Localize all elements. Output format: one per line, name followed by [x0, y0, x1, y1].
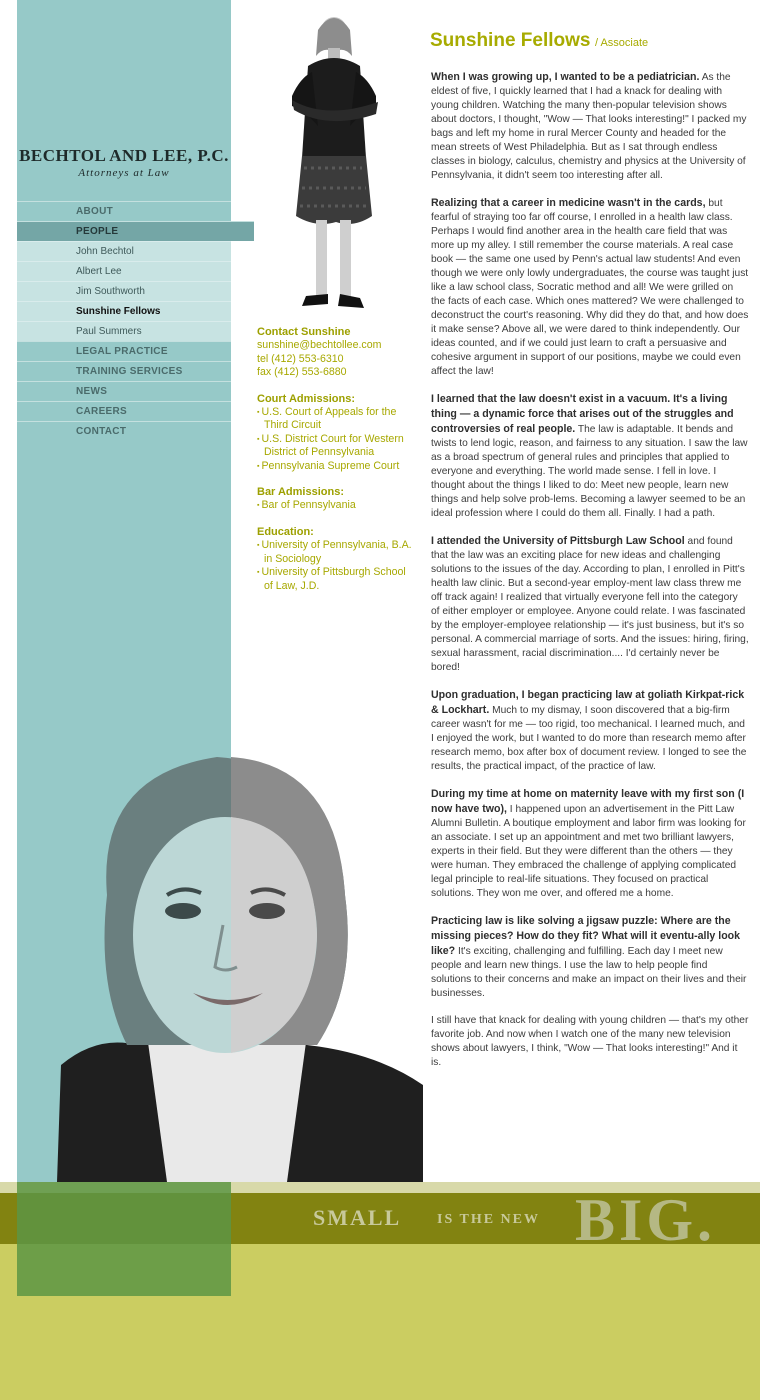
bio-text: [431, 70, 749, 1083]
nav-people-paul-summers[interactable]: Paul Summers: [17, 321, 231, 341]
nav-people-sunshine-fellows[interactable]: Sunshine Fellows: [17, 301, 231, 321]
contact-block: [257, 326, 417, 380]
profile-header: [430, 30, 750, 52]
bio-paragraph: [431, 534, 749, 675]
bio-paragraph: [431, 688, 749, 774]
firm-logo[interactable]: [17, 146, 231, 179]
nav-careers[interactable]: CAREERS: [17, 401, 231, 421]
nav-legal-practice[interactable]: LEGAL PRACTICE: [17, 341, 231, 361]
bar-admissions-heading: Bar Admissions:: [257, 486, 345, 499]
contact-tel: tel (412) 553-6310: [257, 352, 344, 365]
court-admission-item: ▪ Pennsylvania Supreme Court: [257, 460, 417, 473]
nav-people-albert-lee[interactable]: Albert Lee: [17, 261, 231, 281]
bio-lead: I attended the University of Pittsburgh Law School: [431, 535, 685, 547]
bio-lead: Upon graduation, I began practicing law at goliath Kirkpat-rick & Lockhart.: [431, 689, 745, 716]
main-nav: [17, 201, 231, 441]
nav-training-services[interactable]: TRAINING SERVICES: [17, 361, 231, 381]
slogan-big: BIG.: [575, 1187, 717, 1253]
bio-body: Much to my dismay, I soon discovered that a big-firm career wasn't for me — too rigid, too mechanical. I learned much, and I enjoyed the work, but I wanted to do more than research memo after research memo, box after box of document review. I longed to see the results, the practical impact, of the practice of law.: [431, 705, 747, 772]
bio-lead: Realizing that a career in medicine wasn't in the cards,: [431, 197, 706, 209]
standing-photo: [256, 8, 416, 324]
logo-tagline: Attorneys at Law: [78, 167, 170, 179]
portrait-photo: [17, 735, 423, 1182]
bio-body: As the eldest of five, I quickly learned that I had a knack for dealing with young children. Watching the many then-popular television shows about doctors, I thought, "Wow — That looks interesting!" I packed my bags and left my home in rural Mercer County and headed for the mean streets of West Philadelphia. But as I sat through endless classes in biology, calculus, chemistry and physics at the University of Pennsylvania, it didn't seem too interesting after all.: [431, 72, 747, 181]
contact-email-link[interactable]: sunshine@bechtollee.com: [257, 339, 382, 352]
contact-panel: [257, 326, 417, 606]
bar-admission-item: ▪ Bar of Pennsylvania: [257, 499, 417, 512]
bio-paragraph: [431, 1014, 749, 1070]
bio-lead: I learned that the law doesn't exist in a vacuum. It's a living thing — a dynamic force that arises out of the struggles and controversies of real people.: [431, 393, 734, 435]
contact-fax: fax (412) 553-6880: [257, 366, 347, 379]
bio-body: I still have that knack for dealing with young children — that's my other favorite job. And now when I watch one of the many new television shows about lawyers, I think, "Wow — That looks interesting!" And it is.: [431, 1015, 749, 1068]
bio-lead: During my time at home on maternity leave with my first son (I now have two),: [431, 788, 745, 815]
slogan-small: SMALL: [313, 1205, 402, 1230]
education-heading: Education:: [257, 525, 314, 538]
court-admission-item: ▪ U.S. District Court for Western District of Pennsylvania: [257, 433, 417, 460]
logo-name: BECHTOL AND LEE, P.C.: [19, 146, 229, 165]
footer-column-accent: [17, 1182, 231, 1296]
bio-paragraph: [431, 196, 749, 379]
nav-people-jim-southworth[interactable]: Jim Southworth: [17, 281, 231, 301]
bio-paragraph: [431, 787, 749, 901]
nav-people-john-bechtol[interactable]: John Bechtol: [17, 241, 231, 261]
slogan: [313, 1187, 753, 1253]
nav-news[interactable]: NEWS: [17, 381, 231, 401]
nav-people[interactable]: PEOPLE: [17, 221, 254, 241]
bio-body: I happened upon an advertisement in the Pitt Law Alumni Bulletin. A boutique employment and labor firm was looking for an associate. I set up an appointment and met two brilliant lawyers, experts in their field. But they were different than the others — they were human. They embraced the challenge of applying complicated legal principle to real-life situations. They focused on practical solutions. They won me over, and offered me a home.: [431, 804, 746, 899]
profile-role: / Associate: [594, 37, 649, 49]
bio-paragraph: [431, 70, 749, 183]
bio-lead: Practicing law is like solving a jigsaw puzzle: Where are the missing pieces? How do they fit? What will it eventu-ally look like?: [431, 915, 741, 957]
nav-about[interactable]: ABOUT: [17, 201, 231, 221]
profile-name: Sunshine Fellows: [430, 30, 591, 51]
education-item: ▪ University of Pittsburgh School of Law, J.D.: [257, 566, 417, 593]
court-admissions-block: [257, 393, 417, 473]
court-admissions-heading: Court Admissions:: [257, 392, 355, 405]
education-item: ▪ University of Pennsylvania, B.A. in Sociology: [257, 539, 417, 566]
bio-body: It's exciting, challenging and fulfilling. Each day I meet new people and learn new things. I use the law to help people find solutions to their concerns and make an impact on their lives and their businesses.: [431, 946, 747, 999]
bio-paragraph: [431, 914, 749, 1001]
bio-body: The law is adaptable. It bends and twists to lend logic, reason, and fairness to any situation. I saw the law as a broad spectrum of general rules and principles that applied to everyone and everything. The world made sense. I fell in love. I thought about the things I liked to do: Meet new people, learn new things and help solve prob-lems. Becoming a lawyer seemed to be an ideal profession where I could do them all. Finally. I had a path.: [431, 424, 748, 519]
slogan-mid: IS THE NEW: [437, 1212, 540, 1227]
bio-paragraph: [431, 392, 749, 521]
education-block: [257, 526, 417, 593]
bar-admissions-block: [257, 486, 417, 513]
bio-lead: When I was growing up, I wanted to be a pediatrician.: [431, 71, 700, 83]
contact-heading: Contact Sunshine: [257, 326, 351, 338]
court-admission-item: ▪ U.S. Court of Appeals for the Third Circuit: [257, 406, 417, 433]
nav-contact[interactable]: CONTACT: [17, 421, 231, 441]
bio-body: and found that the law was an exciting place for new ideas and challenging solutions to the issues of the day. According to plan, I enrolled in Pitt's health law clinic. But a second-year employ-ment law class threw me off track again! I realized that virtually everyone fell into the category of either employer or employee. Anyone could relate. I was fascinated by the employer-employee relationship — it's just business, but it's so personal. A commercial marriage of sorts. And the issues: hiring, firing, sexual harassment, racial discrimination.... I'd certainly never be bored!: [431, 536, 749, 673]
bio-body: but fearful of straying too far off course, I enrolled in a health law class. Perhaps I would find another area in the health care field that was more up my alley. I still remember the course materials. A real case book — the same one used by Penn's actual law students! And even though we were only lowly undergraduates, the course was taught just like a law school class, Socratic method and all! We were grilled on the facts of each case. Which ones mattered? We were challenged to deconstruct the court's reasoning. Why did they do that, and how does it make sense? Above all, we were dared to think independently. Our ideas counted, and if we could just learn to craft a persuasive and cohesive argument in support of our positions, maybe we could even affect the law!: [431, 198, 749, 377]
